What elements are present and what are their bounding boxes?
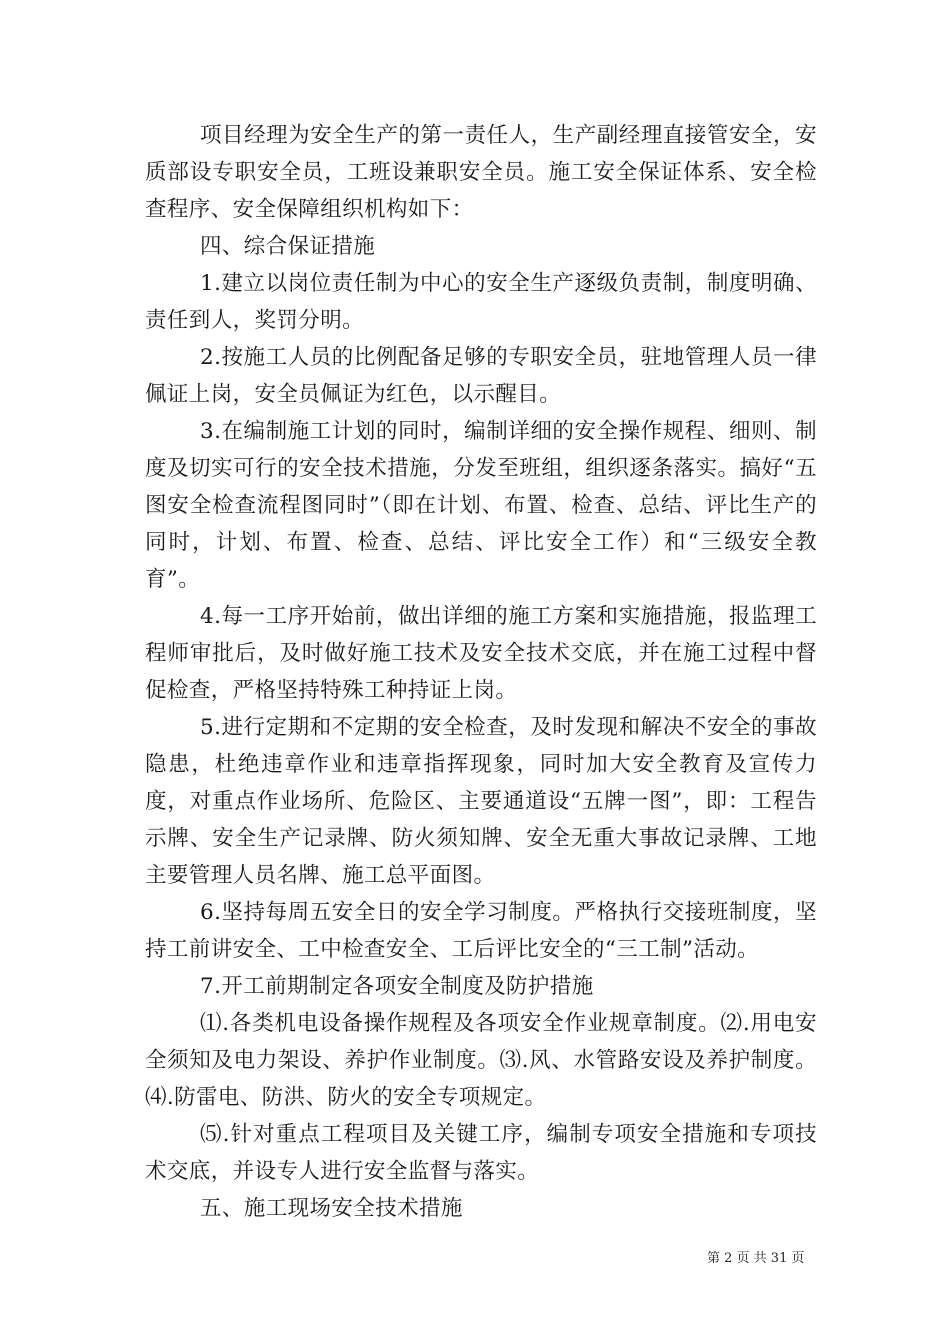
paragraph-item-6: 6.坚持每周五安全日的安全学习制度。严格执行交接班制度，坚持工前讲安全、工中检查安全、工后评比安全的“三工制”活动。 [145,900,817,962]
paragraph-item-5: 5.进行定期和不定期的安全检查，及时发现和解决不安全的事故隐患，杜绝违章作业和违章指挥现象，同时加大安全教育及宣传力度，对重点作业场所、危险区、主要通道设“五牌一图”，即：工程告示牌、安全生产记录牌、防火须知牌、安全无重大事故记录牌、工地主要管理人员名牌、施工总平面图。 [145,715,817,888]
page-number-footer: 第 2 页 共 31 页 [707,1251,805,1266]
document-body [145,117,817,1227]
paragraph-item-7: 7.开工前期制定各项安全制度及防护措施 [200,974,594,999]
paragraph-item-1: 1.建立以岗位责任制为中心的安全生产逐级负责制，制度明确、责任到人，奖罚分明。 [145,271,817,333]
paragraph-responsibility: 项目经理为安全生产的第一责任人，生产副经理直接管安全，安质部设专职安全员，工班设兼职安全员。施工安全保证体系、安全检查程序、安全保障组织机构如下： [145,123,817,222]
paragraph-item-2: 2.按施工人员的比例配备足够的专职安全员，驻地管理人员一律佩证上岗，安全员佩证为红色，以示醒目。 [145,345,817,407]
paragraph-item-4: 4.每一工序开始前，做出详细的施工方案和实施措施，报监理工程师审批后，及时做好施工技术及安全技术交底，并在施工过程中督促检查，严格坚持特殊工种持证上岗。 [145,604,817,703]
section-heading-5: 五、施工现场安全技术措施 [200,1196,463,1221]
section-heading-4: 四、综合保证措施 [200,234,376,259]
paragraph-item-3: 3.在编制施工计划的同时，编制详细的安全操作规程、细则、制度及切实可行的安全技术措施，分发至班组，组织逐条落实。搞好“五图安全检查流程图同时”（即在计划、布置、检查、总结、评比生产的同时，计划、布置、检查、总结、评比安全工作）和“三级安全教育”。 [145,419,817,592]
paragraph-subitem-5: ⑸.针对重点工程项目及关键工序，编制专项安全措施和专项技术交底，并设专人进行安全监督与落实。 [145,1122,817,1184]
paragraph-subitems-1-4: ⑴.各类机电设备操作规程及各项安全作业规章制度。⑵.用电安全须知及电力架设、养护作业制度。⑶.风、水管路安设及养护制度。⑷.防雷电、防洪、防火的安全专项规定。 [145,1011,817,1110]
